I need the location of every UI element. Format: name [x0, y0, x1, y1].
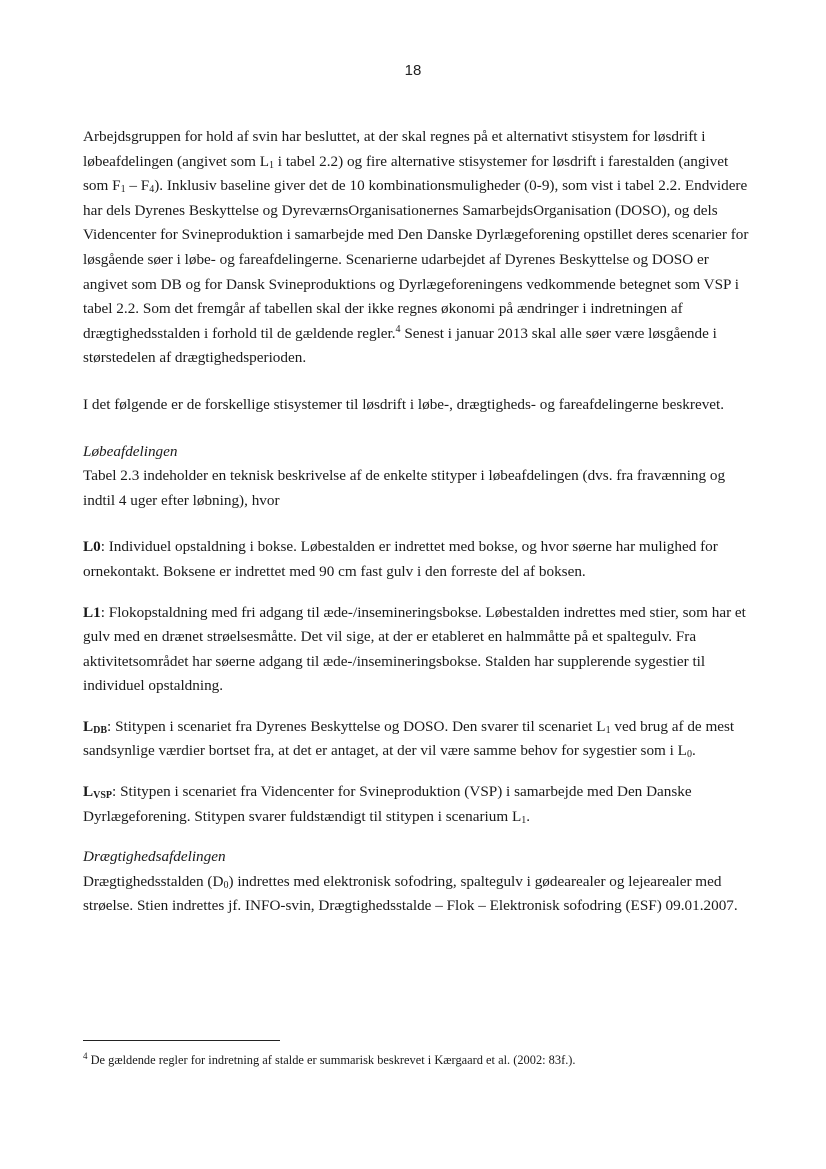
page-body [83, 125, 755, 919]
footnote-mark: 4 [83, 1051, 88, 1061]
footnote-divider [83, 1040, 280, 1041]
footnote: $^4$ De gældende regler for indretning af stalde er summarisk beskrevet i Kærgaard et al. (2002: 83f.). [83, 1051, 576, 1067]
term-LDB: $L_{DB}$ [83, 717, 108, 736]
definition-LDB: $L_{DB}$: Stitypen i scenariet fra Dyrenes Beskyttelse og DOSO. Den svarer til scenariet $L_1$ ved brug af de mest sandsynlige værdier bortset fra, at det er antaget, at der vil være samme behov for sygestier som i $L_0$. [83, 717, 735, 761]
intro-paragraph: Arbejdsgruppen for hold af svin har besluttet, at der skal regnes på et alternativt stisystem for løsdrift i løbeafdelingen (angivet som $L_1$ i tabel 2.2) og fire alternative stisystemer for løsdrift i farestalden (angivet som $F_1 - F_4$). Inklusiv baseline giver det de 10 kombinationsmuligheder (0-9), som vist i tabel 2.2. Endvidere har dels Dyrenes Beskyttelse og DyreværnsOrganisationernes SamarbejdsOrganisation (DOSO), og dels Videncenter for Svineproduktion i samarbejde med Den Danske Dyrlægeforening opstillet deres scenarier for løsgående søer i løbe- og fareafdelingerne. Scenarierne udarbejdet af Dyrenes Beskyttelse og DOSO er angivet som DB og for Dansk Svineproduktions og Dyrlægeforeningens vedkommende betegnet som VSP i tabel 2.2. Som det fremgår af tabellen skal der ikke regnes økonomi på ændringer i indretningen af drægtighedsstalden i forhold til de gældende regler.$^4$ Senest i januar 2013 skal alle søer være løsgående i størstedelen af drægtighedsperioden. [83, 128, 749, 367]
footnote-reference: 4 [395, 323, 401, 335]
section-heading-draegtighedsafdelingen: Drægtighedsafdelingen [83, 848, 226, 866]
loebe-intro-paragraph: Tabel 2.3 indeholder en teknisk beskrivelse af de enkelte stityper i løbeafdelingen (dvs. fra fravænning og indtil 4 uger efter løbning), hvor [83, 467, 726, 509]
overview-paragraph: I det følgende er de forskellige stisystemer til løsdrift i løbe-, drægtigheds- og fareafdelingerne beskrevet. [83, 395, 725, 413]
term-L0: L0 [83, 538, 101, 556]
term-L1: L1 [83, 603, 101, 621]
definition-L1: L1: Flokopstaldning med fri adgang til æde-/insemineringsbokse. Løbestalden indrettes med stier, som har et gulv med en drænet strøelsesmåtte. Det vil sige, at der er etableret en halmmåtte på et spaltegulv. Fra aktivitetsområdet har søerne adgang til æde-/insemineringsbokse. Stalden har supplerende sygestier til individuel opstaldning. [83, 603, 746, 695]
page-number: 18 [404, 62, 422, 79]
definition-L0: L0: Individuel opstaldning i bokse. Løbestalden er indrettet med bokse, og hvor søerne har mulighed for ornekontakt. Boksene er indrettet med 90 cm fast gulv i den forreste del af boksen. [83, 538, 718, 580]
section-heading-loebeafdelingen: Løbeafdelingen [83, 442, 178, 460]
term-LVSP: $L_{VSP}$ [83, 783, 113, 802]
draegtighed-paragraph: Drægtighedsstalden $(D_0)$ indrettes med elektronisk sofodring, spaltegulv i gødearealer og lejearealer med strøelse. Stien indrettes jf. INFO-svin, Drægtighedsstalde – Flok – Elektronisk sofodring (ESF) 09.01.2007. [83, 872, 738, 915]
definition-LVSP: $L_{VSP}$: Stitypen i scenariet fra Videncenter for Svineproduktion (VSP) i samarbejde med Den Danske Dyrlægeforening. Stitypen svarer fuldstændigt til stitypen i scenarium $L_1$. [83, 783, 692, 826]
